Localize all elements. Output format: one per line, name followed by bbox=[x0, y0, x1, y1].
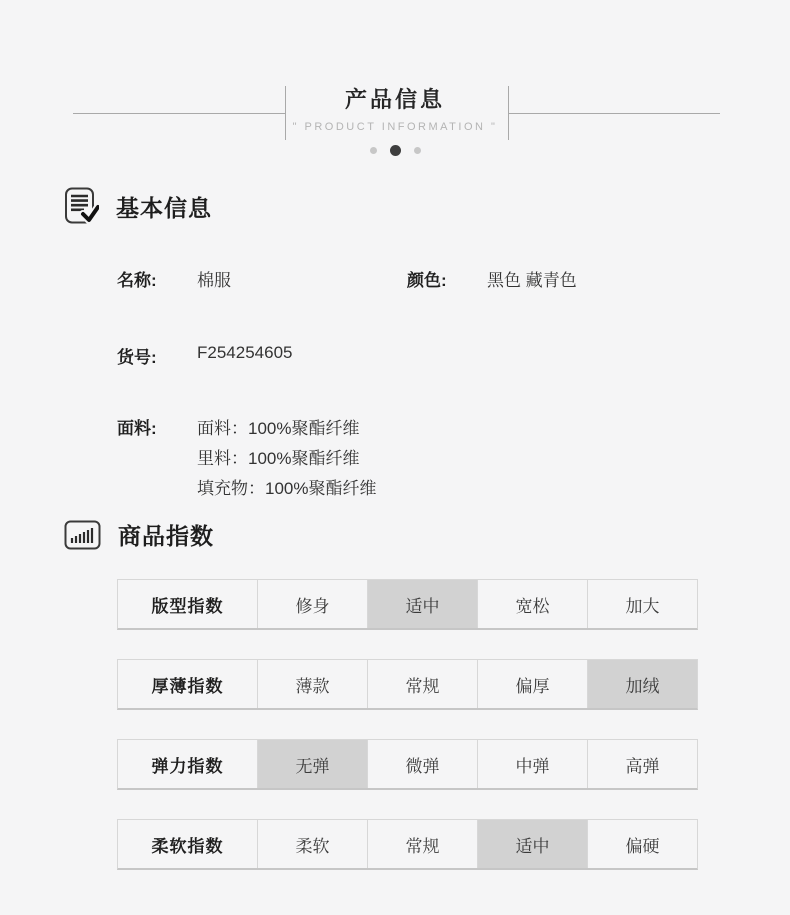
index-option: 偏厚 bbox=[477, 660, 587, 708]
color-value: 黑色 藏青色 bbox=[487, 271, 577, 290]
sku-label: 货号: bbox=[117, 348, 157, 367]
basic-info-title: 基本信息 bbox=[116, 194, 212, 221]
page-header bbox=[0, 0, 790, 170]
index-row-fit bbox=[117, 579, 698, 630]
product-index-heading bbox=[64, 518, 790, 551]
index-option: 薄款 bbox=[257, 660, 367, 708]
page-title: 产品信息 bbox=[344, 87, 445, 112]
product-index-title: 商品指数 bbox=[118, 523, 214, 549]
index-option: 加大 bbox=[587, 580, 697, 628]
name-value: 棉服 bbox=[197, 271, 231, 290]
index-option: 偏硬 bbox=[587, 820, 697, 868]
index-row-thickness bbox=[117, 659, 698, 710]
index-option: 中弹 bbox=[477, 740, 587, 788]
index-option: 高弹 bbox=[587, 740, 697, 788]
index-option: 宽松 bbox=[477, 580, 587, 628]
bar-chart-icon bbox=[64, 520, 101, 550]
fabric-line: 填充物：100%聚酯纤维 bbox=[197, 479, 377, 498]
carousel-dot[interactable] bbox=[414, 147, 421, 154]
index-row-label: 柔软指数 bbox=[151, 836, 224, 856]
field-name bbox=[117, 266, 407, 291]
fabric-line: 里料：100%聚酯纤维 bbox=[197, 449, 360, 468]
index-row-label: 弹力指数 bbox=[151, 756, 224, 776]
index-option: 常规 bbox=[367, 820, 477, 868]
field-row-name-color bbox=[117, 266, 790, 291]
field-row-sku bbox=[117, 343, 790, 368]
index-row-softness bbox=[117, 819, 698, 870]
index-row-elasticity bbox=[117, 739, 698, 790]
index-row-label: 版型指数 bbox=[151, 596, 224, 616]
field-color bbox=[407, 266, 577, 291]
page-subtitle: " PRODUCT INFORMATION " bbox=[292, 121, 498, 133]
index-option: 加绒 bbox=[587, 660, 697, 708]
basic-info-fields bbox=[117, 266, 790, 504]
index-option: 适中 bbox=[477, 820, 587, 868]
field-row-fabric bbox=[117, 414, 790, 504]
fabric-label: 面料: bbox=[117, 419, 157, 438]
carousel-dot[interactable] bbox=[390, 145, 401, 156]
doc-check-icon bbox=[64, 186, 99, 226]
color-label: 颜色: bbox=[407, 271, 447, 290]
carousel-dot[interactable] bbox=[370, 147, 377, 154]
index-option: 无弹 bbox=[257, 740, 367, 788]
fabric-details bbox=[197, 414, 376, 504]
carousel-dots bbox=[0, 144, 790, 156]
index-row-label: 厚薄指数 bbox=[151, 676, 224, 696]
name-label: 名称: bbox=[117, 271, 157, 290]
index-option: 常规 bbox=[367, 660, 477, 708]
basic-info-heading bbox=[64, 186, 790, 226]
fabric-line: 面料：100%聚酯纤维 bbox=[197, 419, 360, 438]
index-option: 柔软 bbox=[257, 820, 367, 868]
product-index-table bbox=[117, 579, 698, 870]
sku-value: F254254605 bbox=[197, 343, 293, 362]
index-option: 修身 bbox=[257, 580, 367, 628]
index-option: 适中 bbox=[367, 580, 477, 628]
index-option: 微弹 bbox=[367, 740, 477, 788]
